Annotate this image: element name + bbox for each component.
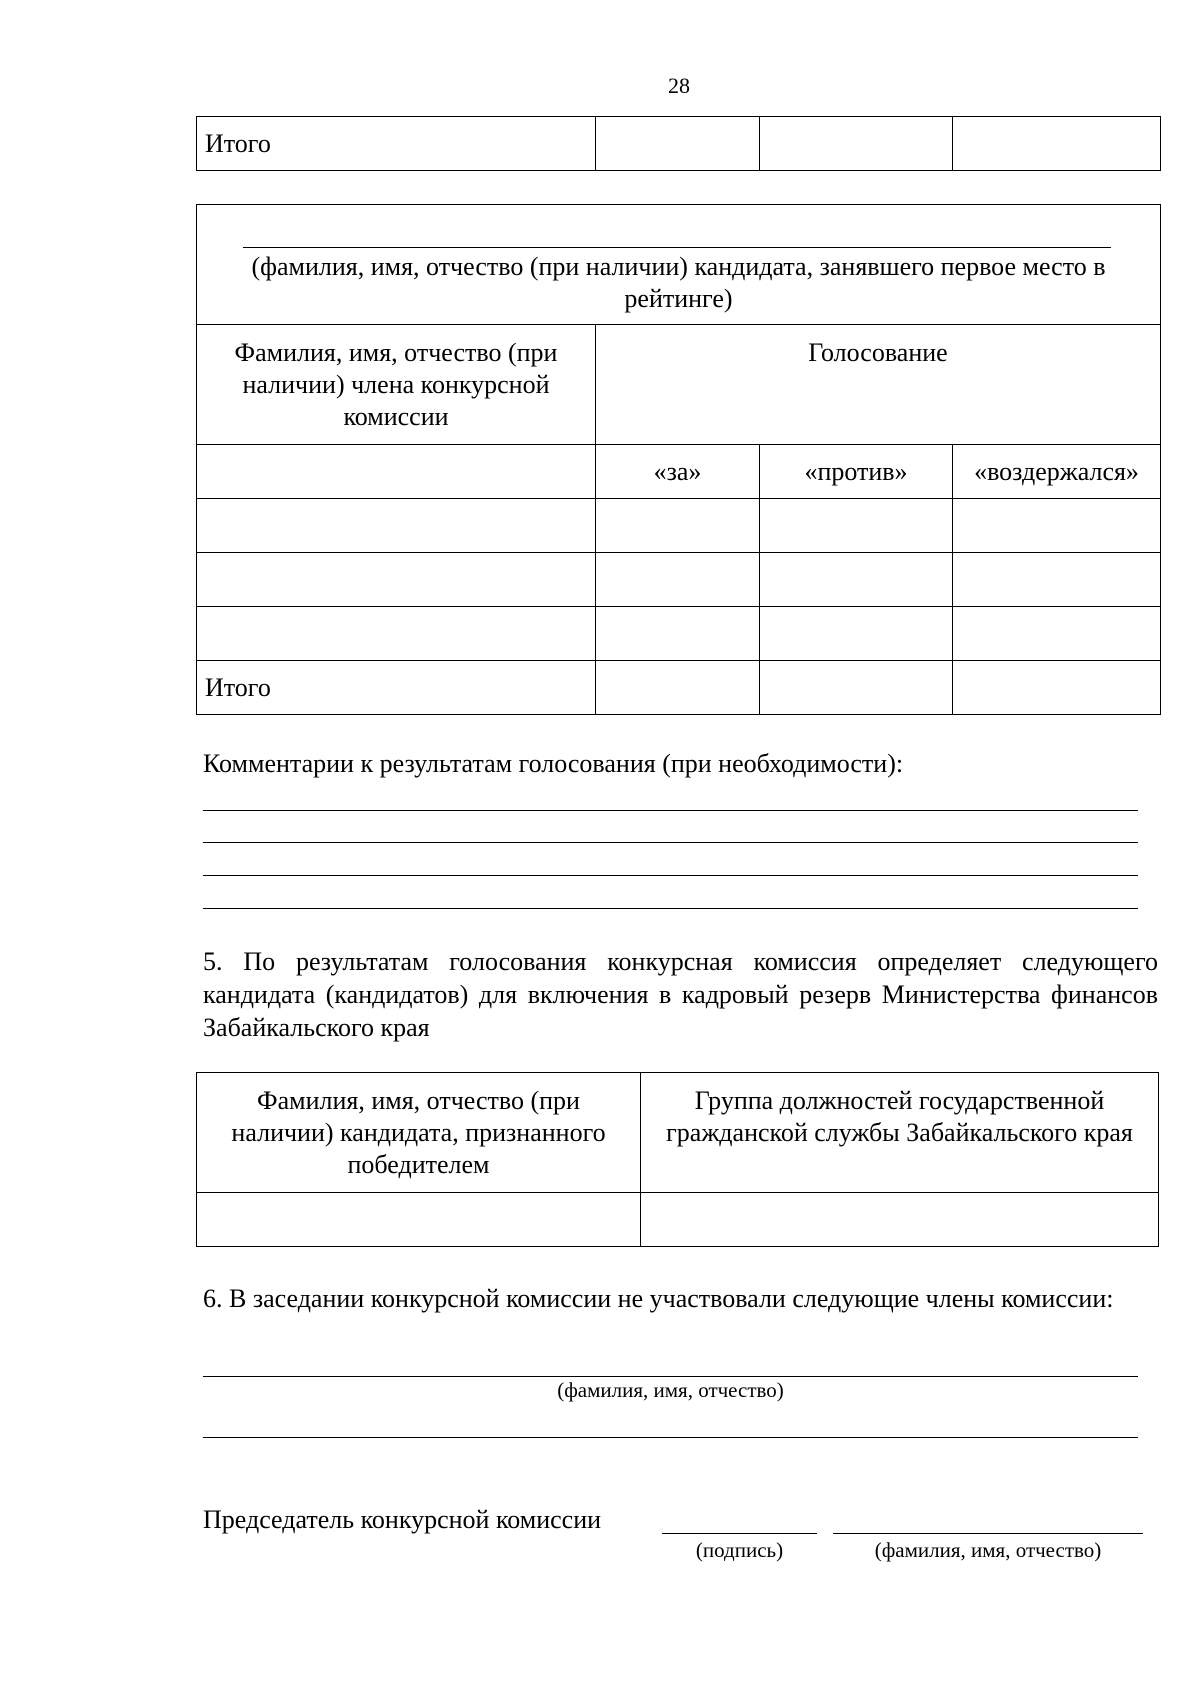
total-za-cell[interactable] <box>596 117 760 171</box>
candidate-name-line[interactable] <box>243 247 1111 248</box>
member-cell[interactable] <box>197 607 596 661</box>
voting-table <box>196 204 1161 715</box>
table-row <box>197 1193 1159 1247</box>
vote-cell[interactable] <box>953 553 1161 607</box>
position-group-header: Группа должностей государственной гражданской службы Забайкальского края <box>666 1086 1133 1147</box>
table-row <box>197 607 1161 661</box>
winner-table <box>196 1072 1159 1247</box>
chairman-name-caption: (фамилия, имя, отчество) <box>874 1538 1102 1562</box>
vote-col-vozderzhalsya: «воздержался» <box>953 445 1161 499</box>
absent-members-line[interactable] <box>203 1437 1138 1438</box>
total-protiv-cell[interactable] <box>760 117 953 171</box>
winner-name-header-cell <box>197 1073 641 1193</box>
page-number: 28 <box>668 73 690 98</box>
table-row <box>197 553 1161 607</box>
comment-line[interactable] <box>203 908 1138 909</box>
vote-cell[interactable] <box>596 607 760 661</box>
voting-total-label: Итого <box>205 672 271 702</box>
total-label-cell <box>197 117 596 171</box>
section6-text: 6. В заседании конкурсной комиссии не участвовали следующие члены комиссии: <box>203 1284 1114 1313</box>
member-cell[interactable] <box>197 499 596 553</box>
vote-col-protiv: «против» <box>760 445 953 499</box>
vote-col-za: «за» <box>596 445 760 499</box>
position-group-header-cell <box>641 1073 1159 1193</box>
vote-cell[interactable] <box>953 607 1161 661</box>
comment-line[interactable] <box>203 810 1138 811</box>
candidate-name-cell <box>197 205 1161 325</box>
vote-cell[interactable] <box>596 553 760 607</box>
signature-caption: (подпись) <box>695 1538 784 1562</box>
chairman-name-line[interactable] <box>833 1533 1143 1534</box>
total-label: Итого <box>205 128 271 158</box>
voting-total-label-cell <box>197 661 596 715</box>
voting-header: Голосование <box>808 338 948 367</box>
absent-members-caption: (фамилия, имя, отчество) <box>557 1378 784 1402</box>
comments-label: Комментарии к результатам голосования (при необходимости): <box>203 749 904 778</box>
comment-line[interactable] <box>203 875 1138 876</box>
comment-line[interactable] <box>203 842 1138 843</box>
vote-total-cell[interactable] <box>760 661 953 715</box>
signature-line[interactable] <box>662 1533 817 1534</box>
vote-cell[interactable] <box>760 553 953 607</box>
vote-total-cell[interactable] <box>953 661 1161 715</box>
table-row <box>197 499 1161 553</box>
total-vozderzhalsya-cell[interactable] <box>953 117 1161 171</box>
vote-cell[interactable] <box>953 499 1161 553</box>
position-group-cell[interactable] <box>641 1193 1159 1247</box>
section5-text: 5. По результатам голосования конкурсная комиссия определяет следующего кандидата (кандидатов) для включения в кадровый резерв Министерства финансов Забайкальского края <box>203 947 1158 1042</box>
winner-name-cell[interactable] <box>197 1193 641 1247</box>
vote-cell[interactable] <box>596 499 760 553</box>
vote-header-blank <box>197 445 596 499</box>
candidate-caption: (фамилия, имя, отчество (при наличии) кандидата, занявшего первое место в рейтинге) <box>251 252 1106 313</box>
voting-header-cell <box>596 325 1161 445</box>
absent-members-line[interactable] <box>203 1376 1138 1377</box>
vote-cell[interactable] <box>760 499 953 553</box>
top-total-table <box>196 116 1161 171</box>
member-header-cell <box>197 325 596 445</box>
member-header: Фамилия, имя, отчество (при наличии) члена конкурсной комиссии <box>234 338 558 431</box>
winner-name-header: Фамилия, имя, отчество (при наличии) кандидата, признанного победителем <box>231 1086 606 1179</box>
chairman-label: Председатель конкурсной комиссии <box>203 1505 602 1534</box>
vote-total-cell[interactable] <box>596 661 760 715</box>
vote-cell[interactable] <box>760 607 953 661</box>
member-cell[interactable] <box>197 553 596 607</box>
